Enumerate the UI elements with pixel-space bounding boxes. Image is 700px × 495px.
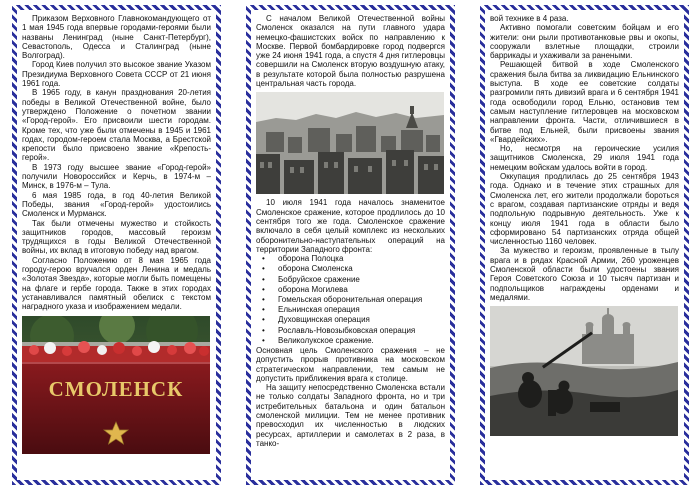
paragraph: Решающей битвой в ходе Смоленского сражения была битва за ликвидацию Ельнинского выступа. В ходе ее советские солдаты разгромили пять дивизий врага и 6 сентября 1941 года освободили город Ельню, остановив тем самым наступление гитлеровцев на московском направлении фронта. Части, отличившиеся в битве под Ельней, были присвоены звания «Гвардейских».	[490, 60, 679, 144]
photo-caption: СМОЛЕНСК	[48, 376, 184, 401]
list-item: • оборона Полоцка	[278, 254, 445, 264]
list-item: • Духовщинская операция	[278, 315, 445, 325]
right-text	[490, 14, 679, 302]
paragraph: В 1973 году высшее звание «Город-герой» получили Новороссийск и Керчь, в 1974-м – Минск, в 1976-м – Тула.	[22, 162, 211, 191]
paragraph: 10 июля 1941 года началось знаменитое Смоленское сражение, которое продлилось до 10 сентября того же года. Смоленское сражение включало в себя целый комплекс из нескольких оборонительно-наступательных операций на территории Западного фронта:	[256, 198, 445, 254]
smolensk-monument-photo	[22, 316, 210, 454]
paragraph: Оккупация продлилась до 25 сентября 1943 года. Однако и в течение этих страшных для Смоленска лет, его жители продолжали бороться с врагом, создавая партизанские отряды и ведя подпольную подрывную деятельность. Уже к концу июля 1941 года в области было сформировано 54 партизанских отряда общей численностью 1160 человек.	[490, 172, 679, 247]
paragraph: вой технике в 4 раза.	[490, 14, 569, 23]
paragraph: Основная цель Смоленского сражения – не допустить прорыв противника на московском стратегическом направлении, тем самым не допустить приближения врага к столице.	[256, 345, 445, 383]
list-item: • Ельнинская операция	[278, 305, 445, 315]
paragraph: Приказом Верховного Главнокомандующего от 1 мая 1945 года впервые городами-героями были названы Ленинград (ныне Санкт-Петербург), Севастополь, Одесса и Сталинград (ныне Волгоград).	[22, 14, 211, 61]
operations-list	[256, 254, 445, 346]
panel-middle	[246, 5, 455, 485]
paragraph: В 1965 году, в канун празднования 20-летия победы в Великой Отечественной войне, было утверждено Положение о почетном звании «Город-герой». Его присвоили шести городам. Кроме тех, что уже были отмечены в 1945 и 1961 годах, городом-героем стала Москва, а Брестской крепости было присвоено звание «Крепость-герой».	[22, 88, 211, 163]
list-item: • оборона Могилева	[278, 285, 445, 295]
panel-right	[480, 5, 689, 485]
paragraph: За мужество и героизм, проявленные в тылу врага и в рядах Красной Армии, 260 уроженцев Смоленской области были удостоены звания Героя Советского Союза и 10 тысяч партизан и подпольщиков награждены орденами и медалями.	[490, 246, 679, 302]
list-item: • Бобруйское сражение	[278, 275, 445, 285]
list-item: • Гомельская оборонительная операция	[278, 295, 445, 305]
paragraph: Согласно Положению от 8 мая 1965 года городу-герою вручался орден Ленина и медаль «Золотая Звезда», которые могли быть помещены на флаге и гербе города. Также в этих городах устанавливался памятный обелиск с текстом наградного указа и изображением медали.	[22, 255, 211, 312]
left-text	[22, 14, 211, 312]
middle-text-end	[256, 346, 445, 448]
paragraph: 6 мая 1985 года, в год 40-летия Великой Победы, звания «Город-герой» удостоились Смоленск и Мурманск.	[22, 190, 211, 219]
list-item: • Рославль-Новозыбковская операция	[278, 326, 445, 336]
paragraph: Так были отмечены мужество и стойкость защитников городов, массовый героизм трудящихся в годы Великой Отечественной войны, их вклад в итоговую победу над врагом.	[22, 218, 211, 256]
list-item: • Великолукское сражение.	[278, 336, 445, 346]
paragraph: Город Киев получил это высокое звание Указом Президиума Верховного Совета СССР от 21 июня 1961 года.	[22, 60, 211, 89]
ruined-city-photo	[256, 92, 444, 194]
paragraph: С началом Великой Отечественной войны Смоленск оказался на пути главного удара немецко-фашистских войск по направлению к Москве. Первой бомбардировке город подвергся уже 24 июня 1941 года, а спустя 4 дня гитлеровцы совершили на Смоленск вторую воздушную атаку, в результате которой была полностью разрушена центральная часть города.	[256, 14, 445, 89]
soldiers-cathedral-photo	[490, 306, 678, 436]
panel-left	[12, 5, 221, 485]
battle-text	[256, 198, 445, 254]
list-item: • оборона Смоленска	[278, 264, 445, 274]
paragraph: На защиту непосредственно Смоленска встали не только солдаты Западного фронта, но и три истребительных батальона и один батальон смоленской милиции. Тем не менее противник превосходил их численностью в людских ресурсах, артиллерии и самолетах в 2 раза, в танко-	[256, 383, 445, 448]
paragraph: Но, несмотря на героические усилия защитников Смоленска, 29 июля 1941 года немецким войскам удалось войти в город.	[490, 144, 679, 172]
paragraph: Активно помогали советским бойцам и его жители: они рыли противотанковые рвы и окопы, сооружали взлетные площадки, строили баррикады и ухаживали за ранеными.	[490, 23, 679, 61]
middle-text	[256, 14, 445, 88]
